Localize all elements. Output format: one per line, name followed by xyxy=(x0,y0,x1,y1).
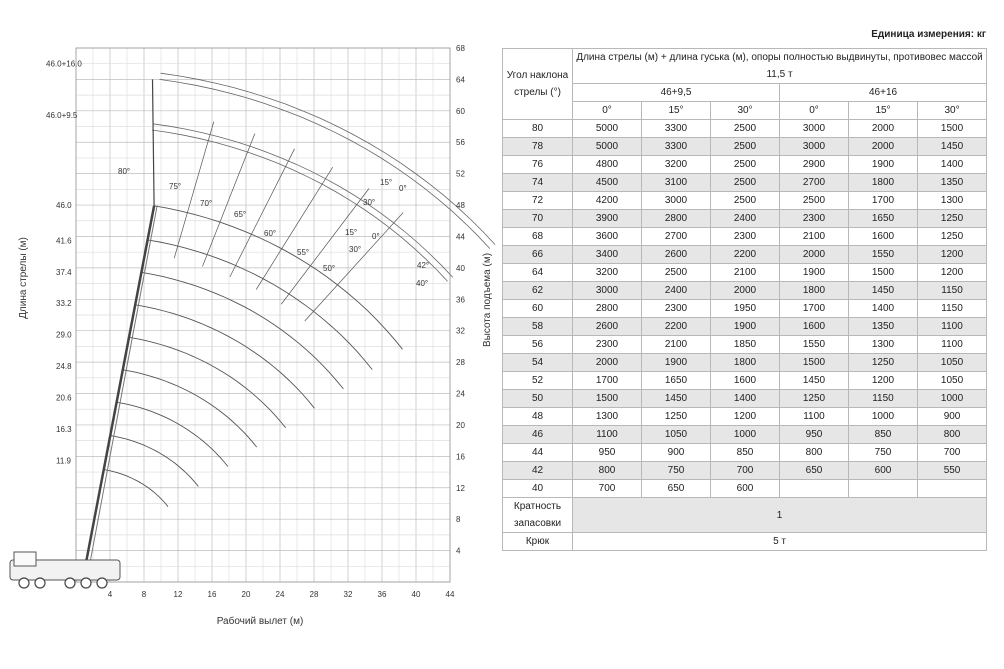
load-cell: 1100 xyxy=(918,318,987,336)
row-angle: 44 xyxy=(503,444,573,462)
load-cell: 2700 xyxy=(780,174,849,192)
load-cell: 1900 xyxy=(780,264,849,282)
table-row xyxy=(503,138,987,156)
angle-label: 50° xyxy=(323,264,336,273)
load-cell: 2500 xyxy=(780,192,849,210)
x-tick-label: 36 xyxy=(377,590,387,599)
load-cell: 650 xyxy=(780,462,849,480)
angle-label: 0° xyxy=(399,184,407,193)
wheel xyxy=(19,578,29,588)
row-angle: 62 xyxy=(503,282,573,300)
boom-length-label: 41.6 xyxy=(56,236,72,246)
row-angle: 64 xyxy=(503,264,573,282)
table-title: Длина стрелы (м) + длина гуська (м), опоры полностью выдвинуты, противовес массой 11,5 т xyxy=(573,49,987,84)
table-row xyxy=(503,444,987,462)
hook-label: Крюк xyxy=(503,533,573,551)
angle-label: 60° xyxy=(264,229,277,238)
load-cell: 2000 xyxy=(573,354,642,372)
load-cell: 3600 xyxy=(573,228,642,246)
load-cell: 1300 xyxy=(918,192,987,210)
boom-length-label: 33.2 xyxy=(56,299,72,309)
range-arc xyxy=(129,337,286,427)
load-cell: 600 xyxy=(849,462,918,480)
load-cell: 2600 xyxy=(642,246,711,264)
x-tick-label: 20 xyxy=(241,590,251,599)
table-row xyxy=(503,300,987,318)
load-cell: 2500 xyxy=(711,120,780,138)
load-cell: 1450 xyxy=(849,282,918,300)
load-cell: 3200 xyxy=(642,156,711,174)
load-cell: 2600 xyxy=(573,318,642,336)
load-cell xyxy=(918,480,987,498)
table-row xyxy=(503,426,987,444)
load-cell: 1700 xyxy=(573,372,642,390)
load-cell: 3300 xyxy=(642,120,711,138)
load-table-body xyxy=(503,120,987,498)
group-header: 46+9,5 xyxy=(573,84,780,102)
load-cell: 3900 xyxy=(573,210,642,228)
load-cell: 2500 xyxy=(711,174,780,192)
load-cell: 2400 xyxy=(711,210,780,228)
load-cell: 2900 xyxy=(780,156,849,174)
y-tick-label: 48 xyxy=(456,201,465,211)
row-angle: 60 xyxy=(503,300,573,318)
table-row xyxy=(503,156,987,174)
working-range-curves xyxy=(104,73,495,507)
table-row xyxy=(503,264,987,282)
load-cell: 2500 xyxy=(711,192,780,210)
x-tick-label: 44 xyxy=(445,590,455,599)
load-cell: 1250 xyxy=(642,408,711,426)
load-cell: 600 xyxy=(711,480,780,498)
reeving-label: Кратность запасовки xyxy=(503,498,573,533)
load-cell: 900 xyxy=(642,444,711,462)
load-cell: 1550 xyxy=(780,336,849,354)
load-cell: 1600 xyxy=(849,228,918,246)
load-cell: 2100 xyxy=(780,228,849,246)
offset-header: 15° xyxy=(849,102,918,120)
offset-header: 0° xyxy=(780,102,849,120)
load-cell: 2000 xyxy=(711,282,780,300)
load-cell: 700 xyxy=(711,462,780,480)
angle-label: 15° xyxy=(380,178,393,187)
row-angle: 72 xyxy=(503,192,573,210)
load-cell: 1800 xyxy=(711,354,780,372)
table-row xyxy=(503,372,987,390)
load-cell: 1650 xyxy=(849,210,918,228)
load-cell: 1250 xyxy=(918,210,987,228)
load-cell: 1450 xyxy=(780,372,849,390)
load-cell: 1500 xyxy=(918,120,987,138)
offset-header: 30° xyxy=(918,102,987,120)
load-cell: 5000 xyxy=(573,138,642,156)
load-cell: 1200 xyxy=(849,372,918,390)
load-cell: 800 xyxy=(780,444,849,462)
table-row xyxy=(503,390,987,408)
load-cell: 3000 xyxy=(573,282,642,300)
load-cell: 4200 xyxy=(573,192,642,210)
jib-envelope xyxy=(160,79,490,248)
load-table xyxy=(502,48,987,551)
load-cell: 800 xyxy=(918,426,987,444)
x-tick-label: 32 xyxy=(343,590,353,599)
offset-header: 0° xyxy=(573,102,642,120)
load-cell: 1100 xyxy=(780,408,849,426)
y-tick-label: 44 xyxy=(456,232,465,242)
load-cell: 3300 xyxy=(642,138,711,156)
table-row xyxy=(503,228,987,246)
load-cell: 3000 xyxy=(642,192,711,210)
load-cell: 1250 xyxy=(780,390,849,408)
load-cell: 550 xyxy=(918,462,987,480)
x-axis-title: Рабочий вылет (м) xyxy=(216,616,304,627)
load-cell: 1600 xyxy=(780,318,849,336)
boom-edge xyxy=(90,206,157,562)
chart-labels xyxy=(46,44,465,599)
angle-label: 0° xyxy=(372,232,380,241)
load-cell: 1900 xyxy=(642,354,711,372)
y-tick-label: 24 xyxy=(456,389,465,399)
y-tick-label: 40 xyxy=(456,263,465,273)
x-tick-label: 40 xyxy=(411,590,421,599)
load-cell: 4800 xyxy=(573,156,642,174)
y-tick-label: 20 xyxy=(456,420,465,430)
offset-header: 15° xyxy=(642,102,711,120)
boom-length-label: 37.4 xyxy=(56,267,72,277)
load-cell: 1000 xyxy=(918,390,987,408)
load-cell: 2000 xyxy=(780,246,849,264)
load-cell: 950 xyxy=(780,426,849,444)
y-tick-label: 12 xyxy=(456,483,465,493)
load-cell: 1000 xyxy=(711,426,780,444)
angle-label: 70° xyxy=(200,199,213,208)
working-range-chart xyxy=(0,0,500,640)
angle-label: 55° xyxy=(297,248,310,257)
load-cell: 1200 xyxy=(918,264,987,282)
load-cell: 1350 xyxy=(849,318,918,336)
load-cell: 900 xyxy=(918,408,987,426)
x-tick-label: 4 xyxy=(107,590,113,599)
row-angle: 42 xyxy=(503,462,573,480)
load-cell: 1400 xyxy=(918,156,987,174)
table-row xyxy=(503,192,987,210)
boom-length-label: 16.3 xyxy=(56,424,72,434)
row-angle: 66 xyxy=(503,246,573,264)
y-tick-label: 60 xyxy=(456,106,465,116)
load-cell: 3400 xyxy=(573,246,642,264)
row-angle: 40 xyxy=(503,480,573,498)
load-cell: 1700 xyxy=(849,192,918,210)
load-cell: 1050 xyxy=(918,372,987,390)
range-arc xyxy=(135,305,314,409)
load-cell: 1300 xyxy=(849,336,918,354)
jib xyxy=(153,79,155,205)
load-cell: 1700 xyxy=(780,300,849,318)
load-cell: 1450 xyxy=(642,390,711,408)
load-cell: 1100 xyxy=(918,336,987,354)
load-cell: 1200 xyxy=(711,408,780,426)
range-arc xyxy=(110,436,198,487)
load-cell: 2300 xyxy=(780,210,849,228)
group-header: 46+16 xyxy=(780,84,987,102)
load-cell: 700 xyxy=(573,480,642,498)
load-cell: 2500 xyxy=(711,138,780,156)
load-cell: 1350 xyxy=(918,174,987,192)
load-cell: 2100 xyxy=(711,264,780,282)
x-tick-label: 16 xyxy=(207,590,217,599)
load-cell: 950 xyxy=(573,444,642,462)
load-cell: 750 xyxy=(642,462,711,480)
hook-value: 5 т xyxy=(573,533,987,551)
angle-header: Угол наклона стрелы (°) xyxy=(503,49,573,120)
load-cell: 1800 xyxy=(780,282,849,300)
load-cell: 3000 xyxy=(780,120,849,138)
table-row xyxy=(503,354,987,372)
load-cell: 1150 xyxy=(918,282,987,300)
row-angle: 76 xyxy=(503,156,573,174)
load-cell: 2800 xyxy=(642,210,711,228)
row-angle: 52 xyxy=(503,372,573,390)
boom-length-label: 46.0+16.0 xyxy=(46,59,82,69)
load-cell: 650 xyxy=(642,480,711,498)
row-angle: 80 xyxy=(503,120,573,138)
y-axis-title-right: Высота подъема (м) xyxy=(482,252,493,348)
y-tick-label: 68 xyxy=(456,44,465,53)
load-cell: 1050 xyxy=(918,354,987,372)
x-tick-label: 24 xyxy=(275,590,285,599)
angle-label: 15° xyxy=(345,228,358,237)
load-cell: 4500 xyxy=(573,174,642,192)
row-angle: 46 xyxy=(503,426,573,444)
boom-length-label: 46.0+9.5 xyxy=(46,110,78,120)
load-cell: 2200 xyxy=(642,318,711,336)
load-cell: 1000 xyxy=(849,408,918,426)
load-cell: 1150 xyxy=(918,300,987,318)
y-axis-title-left: Длина стрелы (м) xyxy=(18,237,29,319)
load-cell: 700 xyxy=(918,444,987,462)
y-tick-label: 64 xyxy=(456,75,465,85)
boom-length-label: 11.9 xyxy=(56,456,71,466)
load-cell: 2300 xyxy=(711,228,780,246)
load-cell: 2200 xyxy=(711,246,780,264)
crane-drawing xyxy=(10,79,157,588)
load-cell: 1200 xyxy=(918,246,987,264)
x-tick-label: 8 xyxy=(141,590,147,599)
load-cell: 850 xyxy=(849,426,918,444)
range-arc xyxy=(117,402,228,466)
load-cell: 3000 xyxy=(780,138,849,156)
table-row xyxy=(503,174,987,192)
load-cell: 2000 xyxy=(849,120,918,138)
load-cell: 1650 xyxy=(642,372,711,390)
load-cell: 1450 xyxy=(918,138,987,156)
table-row xyxy=(503,210,987,228)
row-angle: 70 xyxy=(503,210,573,228)
y-tick-label: 16 xyxy=(456,452,465,462)
offset-header: 30° xyxy=(711,102,780,120)
reeving-value: 1 xyxy=(573,498,987,533)
load-cell: 1150 xyxy=(849,390,918,408)
row-angle: 50 xyxy=(503,390,573,408)
load-cell: 2400 xyxy=(642,282,711,300)
load-cell: 2700 xyxy=(642,228,711,246)
angle-label: 30° xyxy=(349,245,362,254)
wheel xyxy=(35,578,45,588)
table-row xyxy=(503,480,987,498)
boom-length-label: 29.0 xyxy=(56,330,72,340)
cab xyxy=(14,552,36,566)
load-cell: 5000 xyxy=(573,120,642,138)
load-cell: 2500 xyxy=(711,156,780,174)
load-cell: 1050 xyxy=(642,426,711,444)
load-cell: 800 xyxy=(573,462,642,480)
wheel xyxy=(81,578,91,588)
load-cell: 1900 xyxy=(711,318,780,336)
load-cell: 2300 xyxy=(573,336,642,354)
load-cell: 2100 xyxy=(642,336,711,354)
y-tick-label: 28 xyxy=(456,358,465,368)
load-cell: 1800 xyxy=(849,174,918,192)
angle-label: 75° xyxy=(169,182,182,191)
range-arc xyxy=(104,470,168,507)
load-cell: 1850 xyxy=(711,336,780,354)
wheel xyxy=(65,578,75,588)
load-cell: 1400 xyxy=(711,390,780,408)
load-cell: 1500 xyxy=(573,390,642,408)
load-cell: 1300 xyxy=(573,408,642,426)
boom-length-label: 24.8 xyxy=(56,362,72,372)
table-row xyxy=(503,120,987,138)
load-cell: 1400 xyxy=(849,300,918,318)
row-angle: 68 xyxy=(503,228,573,246)
angle-label: 42° xyxy=(417,261,430,270)
load-cell: 1500 xyxy=(849,264,918,282)
x-tick-label: 28 xyxy=(309,590,319,599)
load-cell: 3100 xyxy=(642,174,711,192)
row-angle: 58 xyxy=(503,318,573,336)
load-cell: 3200 xyxy=(573,264,642,282)
load-cell: 1250 xyxy=(849,354,918,372)
y-tick-label: 4 xyxy=(456,546,461,556)
row-angle: 56 xyxy=(503,336,573,354)
load-cell: 2300 xyxy=(642,300,711,318)
load-cell: 1550 xyxy=(849,246,918,264)
y-tick-label: 56 xyxy=(456,138,465,148)
y-tick-label: 8 xyxy=(456,515,461,525)
load-cell: 750 xyxy=(849,444,918,462)
y-tick-label: 52 xyxy=(456,169,465,179)
load-cell: 2500 xyxy=(642,264,711,282)
load-cell: 1500 xyxy=(780,354,849,372)
y-tick-label: 32 xyxy=(456,326,465,336)
y-tick-label: 36 xyxy=(456,295,465,305)
load-cell: 1600 xyxy=(711,372,780,390)
row-angle: 54 xyxy=(503,354,573,372)
boom-length-label: 20.6 xyxy=(56,393,72,403)
load-cell xyxy=(849,480,918,498)
load-cell: 1950 xyxy=(711,300,780,318)
angle-label: 40° xyxy=(416,279,429,288)
boom-length-label: 46.0 xyxy=(56,201,72,211)
angle-label: 30° xyxy=(363,198,376,207)
table-row xyxy=(503,246,987,264)
unit-label: Единица измерения: кг xyxy=(871,29,986,40)
load-cell: 1900 xyxy=(849,156,918,174)
table-row xyxy=(503,282,987,300)
table-row xyxy=(503,336,987,354)
table-row xyxy=(503,408,987,426)
row-angle: 78 xyxy=(503,138,573,156)
load-cell: 2800 xyxy=(573,300,642,318)
x-tick-label: 12 xyxy=(173,590,183,599)
row-angle: 48 xyxy=(503,408,573,426)
table-row xyxy=(503,318,987,336)
load-cell xyxy=(780,480,849,498)
range-arc xyxy=(148,240,373,370)
wheel xyxy=(97,578,107,588)
load-cell: 1100 xyxy=(573,426,642,444)
angle-label: 65° xyxy=(234,210,247,219)
load-cell: 2000 xyxy=(849,138,918,156)
angle-label: 80° xyxy=(118,167,131,176)
table-row xyxy=(503,462,987,480)
load-cell: 1250 xyxy=(918,228,987,246)
load-cell: 850 xyxy=(711,444,780,462)
row-angle: 74 xyxy=(503,174,573,192)
